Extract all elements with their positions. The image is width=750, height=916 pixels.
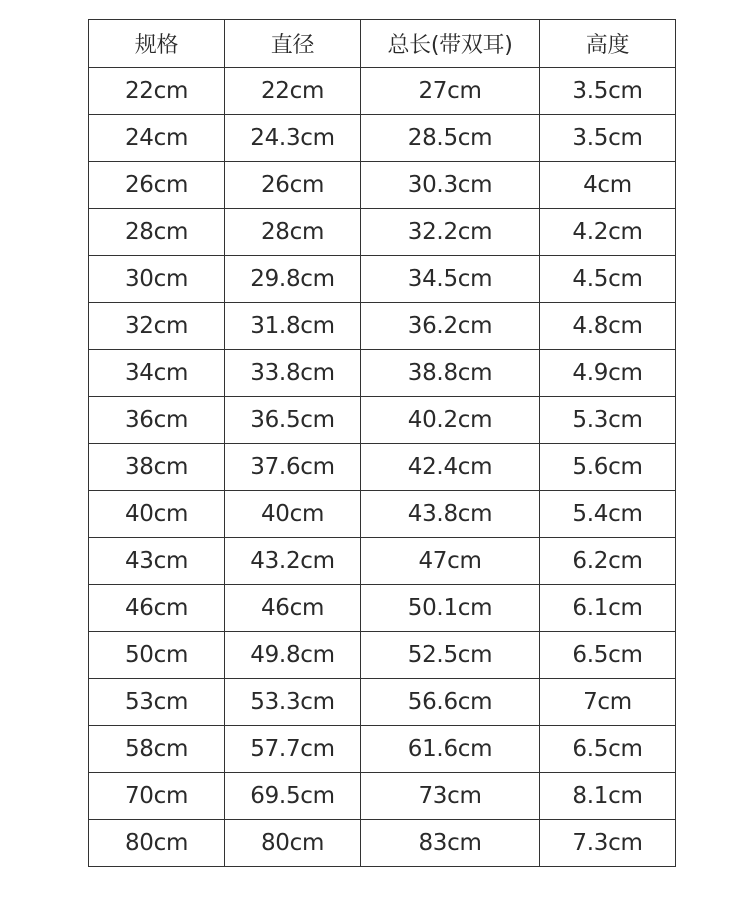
cell-height: 3.5cm [540,115,676,162]
table-row [89,256,676,303]
cell-spec: 24cm [89,115,225,162]
cell-spec: 28cm [89,209,225,256]
cell-total-length: 30.3cm [361,162,540,209]
cell-diameter: 33.8cm [225,350,361,397]
table-row [89,726,676,773]
table-row [89,538,676,585]
cell-height: 5.4cm [540,491,676,538]
cell-total-length: 28.5cm [361,115,540,162]
cell-height: 4.2cm [540,209,676,256]
cell-total-length: 52.5cm [361,632,540,679]
cell-diameter: 22cm [225,68,361,115]
cell-spec: 38cm [89,444,225,491]
table-row [89,632,676,679]
cell-height: 3.5cm [540,68,676,115]
cell-total-length: 61.6cm [361,726,540,773]
table-header-row [89,20,676,68]
header-diameter: 直径 [225,20,361,68]
cell-spec: 53cm [89,679,225,726]
cell-height: 4.5cm [540,256,676,303]
cell-spec: 26cm [89,162,225,209]
cell-diameter: 80cm [225,820,361,867]
cell-spec: 80cm [89,820,225,867]
cell-total-length: 32.2cm [361,209,540,256]
cell-height: 4.8cm [540,303,676,350]
cell-diameter: 29.8cm [225,256,361,303]
cell-height: 6.5cm [540,726,676,773]
cell-spec: 50cm [89,632,225,679]
cell-diameter: 57.7cm [225,726,361,773]
table-row [89,397,676,444]
cell-height: 4cm [540,162,676,209]
cell-total-length: 43.8cm [361,491,540,538]
cell-diameter: 53.3cm [225,679,361,726]
cell-diameter: 36.5cm [225,397,361,444]
cell-total-length: 73cm [361,773,540,820]
table-row [89,444,676,491]
table-row [89,115,676,162]
cell-spec: 70cm [89,773,225,820]
header-spec: 规格 [89,20,225,68]
cell-diameter: 40cm [225,491,361,538]
cell-diameter: 69.5cm [225,773,361,820]
table-row [89,162,676,209]
cell-spec: 36cm [89,397,225,444]
table-row [89,68,676,115]
cell-total-length: 83cm [361,820,540,867]
cell-height: 6.2cm [540,538,676,585]
cell-height: 5.3cm [540,397,676,444]
cell-height: 6.5cm [540,632,676,679]
cell-total-length: 38.8cm [361,350,540,397]
cell-diameter: 28cm [225,209,361,256]
cell-spec: 43cm [89,538,225,585]
cell-spec: 40cm [89,491,225,538]
cell-height: 8.1cm [540,773,676,820]
cell-total-length: 27cm [361,68,540,115]
table-row [89,303,676,350]
cell-diameter: 24.3cm [225,115,361,162]
cell-diameter: 37.6cm [225,444,361,491]
cell-spec: 34cm [89,350,225,397]
cell-total-length: 42.4cm [361,444,540,491]
cell-spec: 22cm [89,68,225,115]
cell-total-length: 36.2cm [361,303,540,350]
table-row [89,820,676,867]
table-row [89,491,676,538]
header-total-length: 总长(带双耳) [361,20,540,68]
table-row [89,209,676,256]
size-spec-table [88,19,676,867]
cell-total-length: 40.2cm [361,397,540,444]
cell-total-length: 47cm [361,538,540,585]
cell-diameter: 49.8cm [225,632,361,679]
cell-total-length: 56.6cm [361,679,540,726]
cell-height: 7cm [540,679,676,726]
table-body [89,68,676,867]
table-row [89,350,676,397]
cell-total-length: 34.5cm [361,256,540,303]
cell-diameter: 46cm [225,585,361,632]
cell-diameter: 31.8cm [225,303,361,350]
cell-total-length: 50.1cm [361,585,540,632]
table-row [89,585,676,632]
cell-height: 7.3cm [540,820,676,867]
cell-height: 4.9cm [540,350,676,397]
cell-spec: 30cm [89,256,225,303]
table-row [89,679,676,726]
header-height: 高度 [540,20,676,68]
cell-diameter: 43.2cm [225,538,361,585]
cell-height: 5.6cm [540,444,676,491]
cell-diameter: 26cm [225,162,361,209]
cell-spec: 46cm [89,585,225,632]
cell-height: 6.1cm [540,585,676,632]
table-row [89,773,676,820]
cell-spec: 58cm [89,726,225,773]
cell-spec: 32cm [89,303,225,350]
